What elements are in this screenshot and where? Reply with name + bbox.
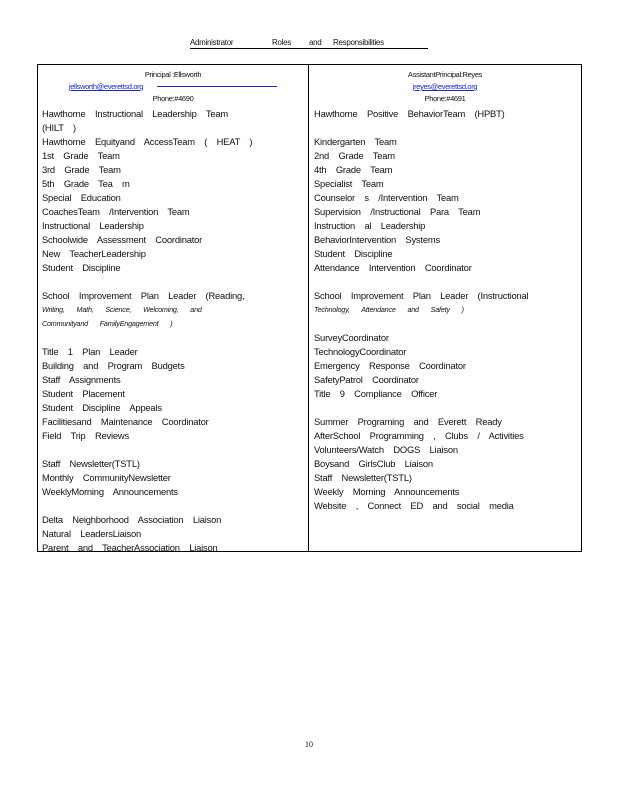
principal-name: Principal :Ellsworth xyxy=(144,70,202,79)
principal-email-link[interactable]: jellsworth@everettsd.org xyxy=(68,82,144,91)
assistant-principal-responsibilities xyxy=(314,107,576,513)
responsibility-line: Boysand GirlsClub Liaison xyxy=(314,458,433,469)
responsibility-line: 4th Grade Team xyxy=(314,164,393,175)
responsibility-line: AfterSchool Programming , Clubs / Activities xyxy=(314,430,524,441)
responsibility-line: Attendance Intervention Coordinator xyxy=(314,262,472,273)
responsibility-line: Technology, Attendance and Safety ) xyxy=(314,305,464,314)
responsibility-line: BehaviorIntervention Systems xyxy=(314,234,440,245)
responsibility-line: Natural LeadersLiaison xyxy=(42,528,142,539)
responsibility-line: Staff Newsletter(TSTL) xyxy=(314,472,412,483)
responsibility-line: Specialist Team xyxy=(314,178,384,189)
responsibility-line: Monthly CommunityNewsletter xyxy=(42,472,171,483)
responsibility-line: Facilitiesand Maintenance Coordinator xyxy=(42,416,209,427)
responsibility-line: Title 1 Plan Leader xyxy=(42,346,138,357)
title-administrator: Administrator xyxy=(190,38,234,47)
responsibility-line: School Improvement Plan Leader (Reading, xyxy=(42,290,245,301)
responsibility-line: School Improvement Plan Leader (Instructional xyxy=(314,290,529,301)
title-and: and xyxy=(309,38,322,47)
assistant-principal-phone: Phone:#4691 xyxy=(424,94,466,103)
assistant-principal-name: AssistantPrincipal:Reyes xyxy=(407,70,483,79)
responsibility-line: Special Education xyxy=(42,192,121,203)
responsibility-line: (HILT ) xyxy=(42,122,76,133)
responsibility-line: TechnologyCoordinator xyxy=(314,346,407,357)
responsibility-line: Communityand FamilyEngagement ) xyxy=(42,319,173,328)
responsibility-line xyxy=(314,317,576,331)
email-underline xyxy=(157,86,277,87)
responsibility-line: Student Discipline xyxy=(42,262,121,273)
responsibility-line: WeeklyMorning Announcements xyxy=(42,486,178,497)
responsibility-line: Volunteers/Watch DOGS Liaison xyxy=(314,444,458,455)
assistant-principal-column xyxy=(314,69,576,513)
title-roles: Roles xyxy=(272,38,291,47)
page-number: 10 xyxy=(305,740,313,749)
responsibility-line: Summer Programing and Everett Ready xyxy=(314,416,502,427)
responsibility-line xyxy=(42,331,304,345)
responsibility-line: 5th Grade Tea m xyxy=(42,178,130,189)
title-responsibilities: Responsibilities xyxy=(333,38,384,47)
responsibility-line: SafetyPatrol Coordinator xyxy=(314,374,419,385)
responsibility-line: Instructional Leadership xyxy=(42,220,144,231)
responsibility-line xyxy=(42,499,304,513)
responsibility-line: Hawthorne Positive BehaviorTeam (HPBT) xyxy=(314,108,505,119)
responsibility-line: Instruction al Leadership xyxy=(314,220,426,231)
responsibility-line xyxy=(42,275,304,289)
responsibility-line: Staff Assignments xyxy=(42,374,121,385)
responsibility-line: Title 9 Compliance Officer xyxy=(314,388,438,399)
responsibility-line: Writing, Math, Science, Welcoming, and xyxy=(42,305,202,314)
responsibility-line: 1st Grade Team xyxy=(42,150,120,161)
principal-column xyxy=(42,69,304,555)
responsibility-line: Emergency Response Coordinator xyxy=(314,360,466,371)
roles-table xyxy=(37,64,582,552)
responsibility-line: Hawthorne Equityand AccessTeam ( HEAT ) xyxy=(42,136,253,147)
assistant-principal-email-link[interactable]: jreyes@everettsd.org xyxy=(412,82,478,91)
page-title xyxy=(190,38,428,49)
responsibility-line: New TeacherLeadership xyxy=(42,248,146,259)
responsibility-line xyxy=(314,275,576,289)
responsibility-line xyxy=(314,121,576,135)
responsibility-line: Staff Newsletter(TSTL) xyxy=(42,458,140,469)
responsibility-line: Delta Neighborhood Association Liaison xyxy=(42,514,222,525)
responsibility-line: Kindergarten Team xyxy=(314,136,397,147)
responsibility-line: Student Placement xyxy=(42,388,125,399)
responsibility-line: CoachesTeam /Intervention Team xyxy=(42,206,190,217)
column-divider xyxy=(308,65,309,551)
responsibility-line xyxy=(42,443,304,457)
principal-responsibilities xyxy=(42,107,304,555)
responsibility-line xyxy=(314,401,576,415)
responsibility-line: 3rd Grade Team xyxy=(42,164,121,175)
responsibility-line: Website , Connect ED and social media xyxy=(314,500,514,511)
responsibility-line: Field Trip Reviews xyxy=(42,430,129,441)
responsibility-line: SurveyCoordinator xyxy=(314,332,389,343)
responsibility-line: Weekly Morning Announcements xyxy=(314,486,460,497)
responsibility-line: Counselor s /Intervention Team xyxy=(314,192,459,203)
responsibility-line: Schoolwide Assessment Coordinator xyxy=(42,234,203,245)
responsibility-line: Parent and TeacherAssociation Liaison xyxy=(42,542,218,553)
responsibility-line: Supervision /Instructional Para Team xyxy=(314,206,481,217)
responsibility-line: Student Discipline xyxy=(314,248,393,259)
responsibility-line: Student Discipline Appeals xyxy=(42,402,162,413)
responsibility-line: Building and Program Budgets xyxy=(42,360,185,371)
responsibility-line: 2nd Grade Team xyxy=(314,150,395,161)
responsibility-line: Hawthorne Instructional Leadership Team xyxy=(42,108,229,119)
principal-phone: Phone:#4690 xyxy=(152,94,194,103)
